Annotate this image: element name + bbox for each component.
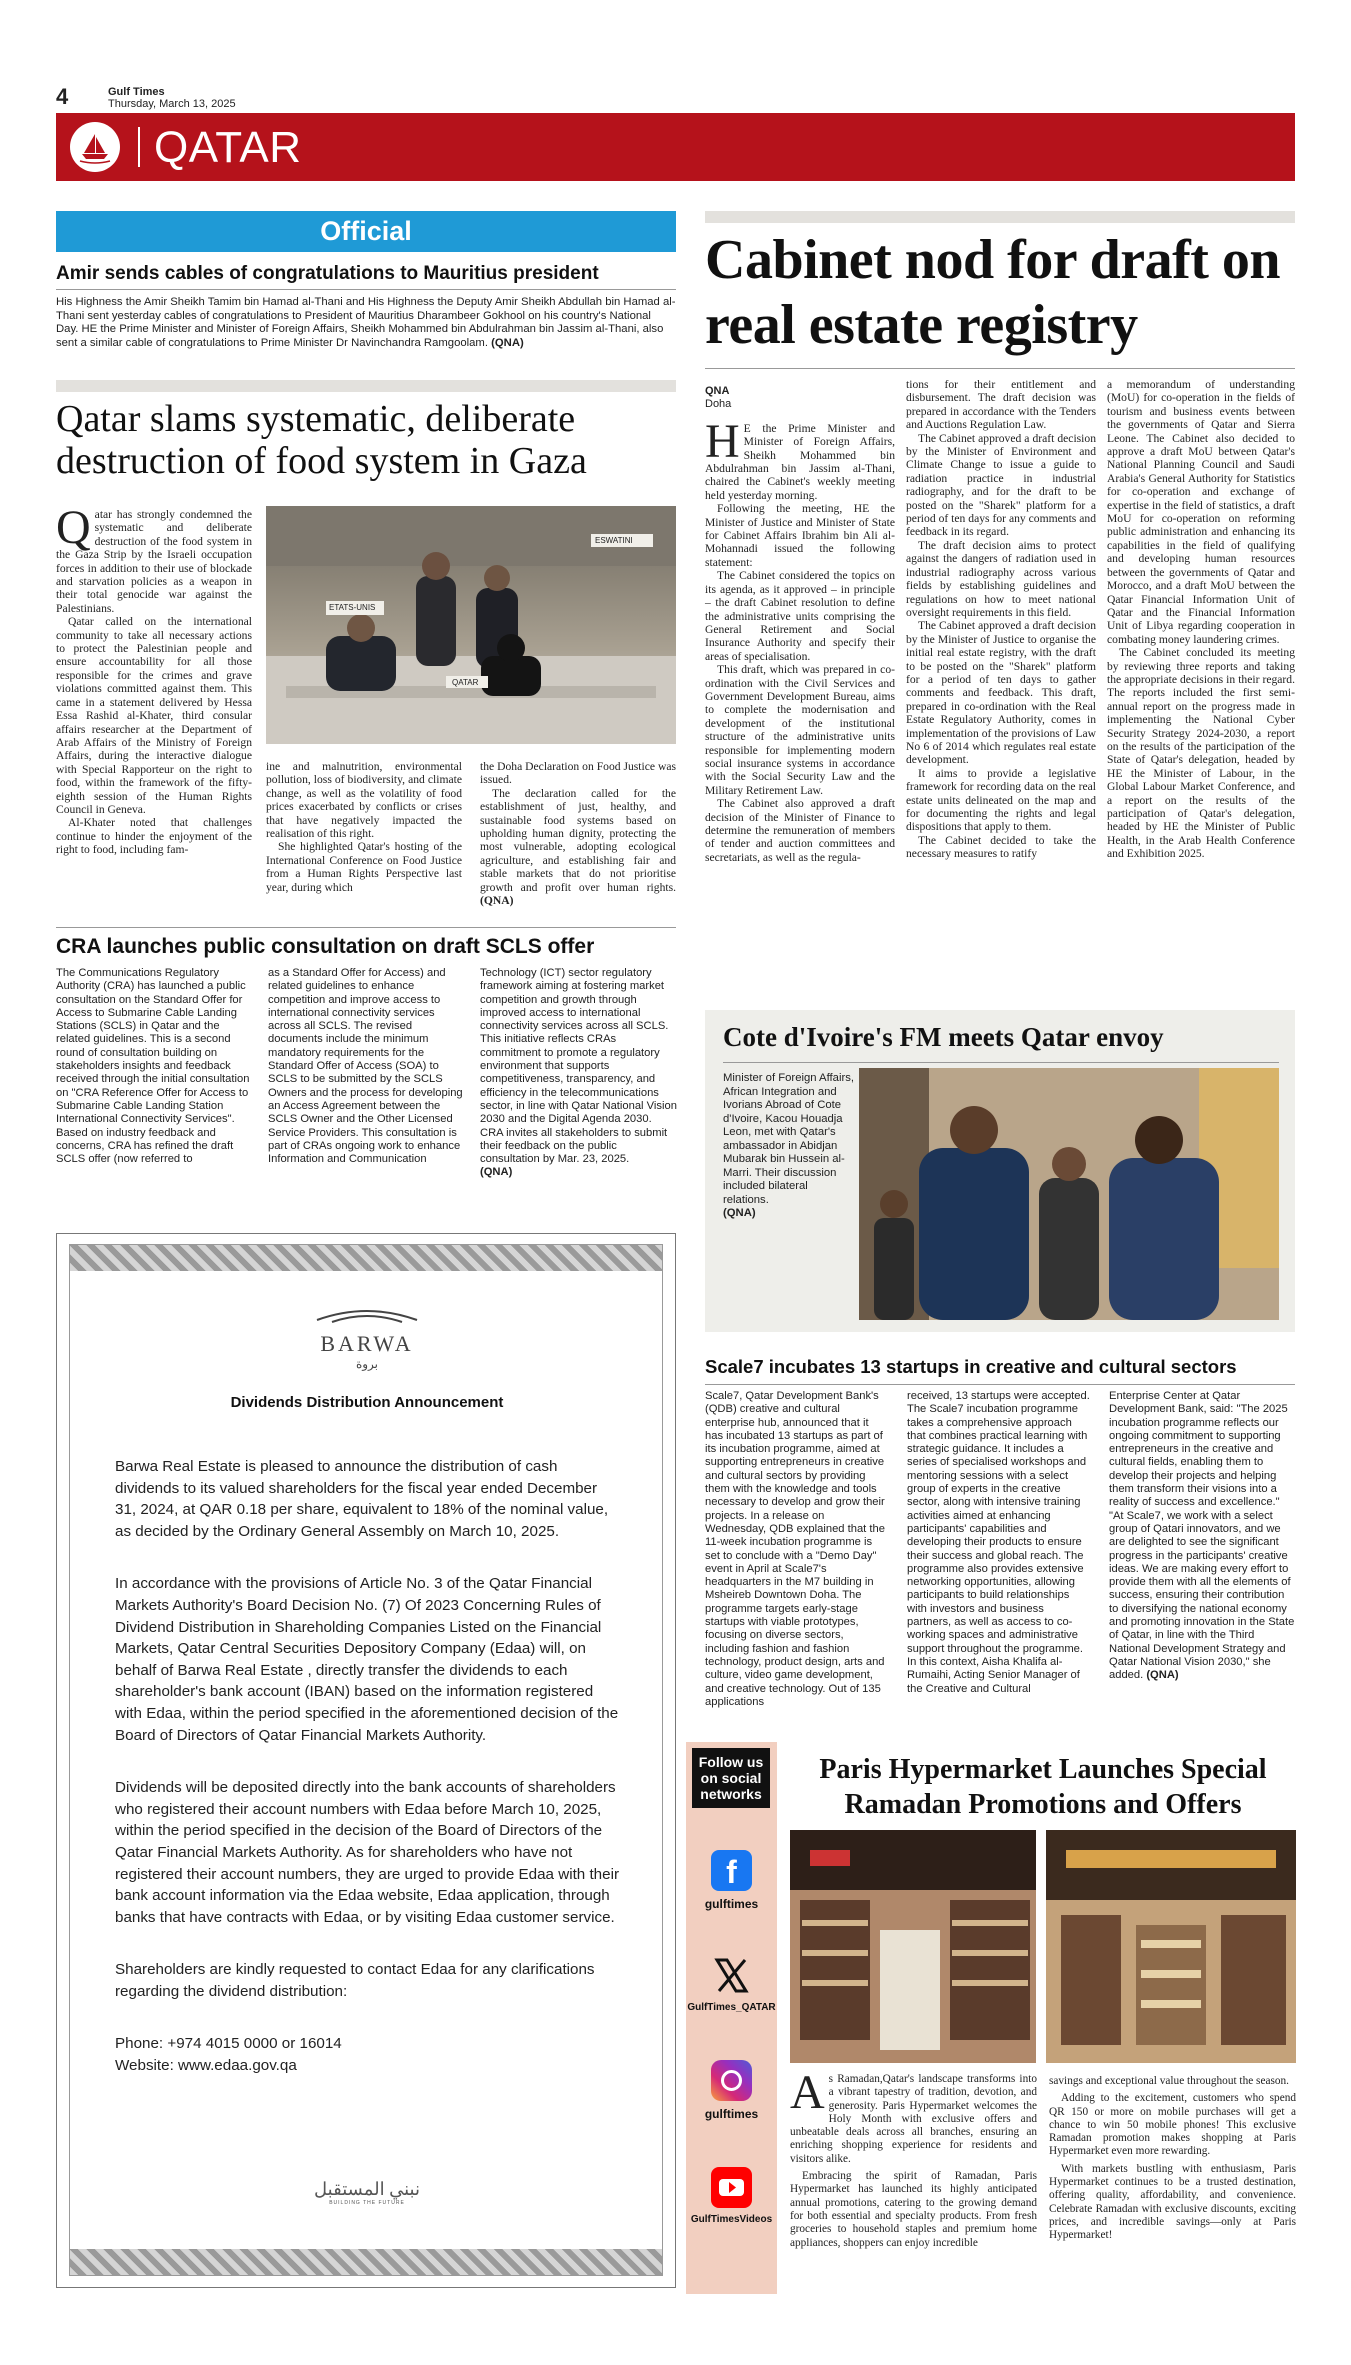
issue-date: Thursday, March 13, 2025 [108, 98, 236, 110]
store-photo-left [790, 1830, 1036, 2063]
geneva-photo [266, 506, 676, 744]
section-title: QATAR [154, 123, 302, 172]
gaza-para: the Doha Declaration on Food Justice was issued. [480, 760, 676, 787]
barwa-logo-arabic: بروة [355, 1357, 379, 1371]
barwa-website: Website: www.edaa.gov.qa [115, 2057, 297, 2075]
footer-english: BUILDING THE FUTURE [329, 2200, 405, 2206]
scale7-col3 [1109, 1390, 1295, 1683]
scale7-rule [705, 1384, 1295, 1385]
cabinet-dateline: Doha [705, 398, 732, 411]
scale7-credit: (QNA) [1146, 1669, 1179, 1682]
barwa-para: Dividends will be deposited directly into the bank accounts of shareholders who registered their account numbers with Edaa before March 10, 2025, within the period specified in the decision of the Board of Directors of the Qatar Financial Markets Authority. As for shareholders who have not registered their account numbers, they are urged to provide Edaa with their bank account information via the Edaa website, Edaa application, through banks that have contracts with Edaa, or by visiting Edaa customer service. [115, 1779, 619, 1926]
gaza-col1 [56, 501, 252, 857]
barwa-para: Shareholders are kindly requested to contact Edaa for any clarifications regarding the dividend distribution: [115, 1961, 595, 2000]
cabinet-col2 [906, 378, 1096, 861]
scale7-headline: Scale7 incubates 13 startups in creative and cultural sectors [705, 1356, 1237, 1377]
pattern-border-top [70, 1245, 662, 1271]
cabinet-para: E the Prime Minister and Minister of Foreign Affairs, Sheikh Mohammed bin Abdulrahman bin Jassim al-Thani, chaired the Cabinet's weekly meeting held yesterday morning. [705, 421, 895, 502]
gaza-para: Al-Khater noted that challenges continue to hinder the enjoyment of the right to food, including fam- [56, 816, 252, 857]
youtube-handle[interactable]: GulfTimesVideos [690, 2214, 773, 2225]
official-body [56, 296, 676, 350]
gaza-para: Qatar called on the international community to take all necessary actions to protect the Palestinian people and ensure accountability for all those responsible for the crimes and grave violations committed against them. This came in a statement delivered by Hessa Essa Rashid al-Khater, third consular affairs researcher at the Department of Arab Affairs of the Ministry of Foreign Affairs, during the interactive dialogue with Special Rapporteur on the right to food, within the framework of the fifty-eighth session of the Human Rights Council in Geneva. [56, 615, 252, 816]
pattern-border-bottom [70, 2249, 662, 2275]
barwa-logo-text: BARWA [320, 1331, 414, 1356]
gaza-headline: Qatar slams systematic, deliberate destruction of food system in Gaza [56, 398, 587, 482]
cabinet-para: The Cabinet approved a draft decision by the Minister of Justice to organise the initial real estate registry, with the draft to be posted on the "Sharek" platform for a period of ten days to gather comments and feedback. This draft, prepared in co-ordination with the Real Estate Regulatory Authority, comes in implementation of the provisions of Law No 6 of 2014 which regulates real estate development. [906, 619, 1096, 767]
gaza-para [480, 787, 676, 908]
cabinet-para: The Cabinet approved a draft decision by the Minister of Environment and Climate Change to issue a guide to radiation practice in industrial radiography, and for the draft to be posted on the "Sharek" platform for a period of ten days for any comments and feedback in its regard. [906, 431, 1096, 539]
paris-dropcap: A [790, 2066, 825, 2119]
cra-col3-text: Technology (ICT) sector regulatory framework aiming at fostering market competition and growth through improved access to international connectivity services across all SCLS. This initiative reflects CRAs commitment to promote a regulatory environment that supports competitiveness, transparency, and efficiency in the telecommunications sector, in line with Qatar National Vision 2030 and the Digital Agenda 2030. CRA invites all stakeholders to submit their feedback on the public consultation by Mar. 23, 2025. [480, 967, 677, 1166]
placard-label: ETATS-UNIS [329, 603, 376, 612]
official-rule [56, 289, 676, 290]
cabinet-para: The draft decision aims to protect against the dangers of radiation used in industrial radiography across various fields by establishing guidelines and regulations on how to meet national oversight requirements in this field. [906, 538, 1096, 619]
x-icon[interactable] [711, 1955, 752, 1996]
barwa-footer-logo [57, 2179, 677, 2206]
paris-para: savings and exceptional value throughout the season. [1049, 2075, 1289, 2087]
instagram-icon[interactable] [711, 2060, 752, 2101]
paris-col1 [790, 2066, 1037, 2250]
scale7-col3-text: Enterprise Center at Qatar Development Bank, said: "The 2025 incubation programme reflects our ongoing commitment to supporting entrepreneurs in the creative and cultural fields, enabling them to develop their projects and helping them transform their visions into a reality of success and excellence." "At Scale7, we work with a select group of Qatari innovators, and we are delighted to see the significant progress in the participants' creative ideas. We are making every effort to provide them with all the elements of success, ensuring their contribution to diversifying the national economy and promoting innovation in the State of Qatar, in line with the Third National Development Strategy and Qatar National Vision 2030," she added. [1109, 1390, 1295, 1682]
x-handle[interactable]: GulfTimes_QATAR [687, 2002, 776, 2013]
cote-box [705, 1010, 1295, 1332]
cabinet-col3 [1107, 378, 1295, 861]
cabinet-para: The Cabinet concluded its meeting by reviewing three reports and taking the appropriate decisions in their regard. The reports included the first semi-annual report on the progress made in implementing the National Cyber Security Strategy 2024-2030, a report on the results of the participation of the State of Qatar's delegation, headed by HE the Minister of Labour, in the Global Labour Market Conference, and a report on the results of the participation of Qatar's delegation, headed by HE the Minister of Public Health, in the Arab Health Conference and Exhibition 2025. [1107, 646, 1295, 861]
cabinet-para: It aims to provide a legislative framework for recording data on the real estate units delineated on the map and for documenting the rights and legal dispositions that apply to them. [906, 766, 1096, 834]
page-number: 4 [56, 84, 69, 109]
cote-headline: Cote d'Ivoire's FM meets Qatar envoy [723, 1022, 1164, 1052]
barwa-para: Barwa Real Estate is pleased to announce the distribution of cash dividends to its valued shareholders for the fiscal year ended December 31, 2024, at QAR 0.18 per share, equivalent to 18% of the nominal value, as decided by the Ordinary General Assembly on March 10, 2025. [115, 1458, 609, 1540]
cabinet-byline: QNA [705, 385, 730, 397]
youtube-icon[interactable] [711, 2167, 752, 2208]
official-banner [56, 211, 676, 252]
cabinet-rule [705, 368, 1295, 369]
instagram-lens [721, 2070, 742, 2091]
cote-rule [723, 1062, 1279, 1063]
placard-label: QATAR [452, 678, 479, 687]
paper-name: Gulf Times [108, 86, 165, 98]
gaza-para: atar has strongly condemned the systematic and deliberate destruction of the food system in the Gaza Strip by the Israeli occupation forces in addition to their use of blockade and starvation policies as a weapon in their total genocide war against the Palestinians. [56, 508, 252, 615]
cra-headline: CRA launches public consultation on draft SCLS offer [56, 935, 595, 958]
store-photo-right [1046, 1830, 1296, 2063]
cra-credit: (QNA) [480, 1166, 513, 1179]
section-bar [56, 113, 1295, 181]
facebook-handle[interactable]: gulftimes [704, 1897, 759, 1911]
cote-photo [859, 1068, 1279, 1320]
paris-col2 [1049, 2075, 1296, 2243]
cabinet-para: The Cabinet considered the topics on its agenda, as it approved – in principle – the draft Cabinet resolution to define the administrative units comprising the General Retirement and Social Insurance Authority and specify their areas of specialisation. [705, 569, 895, 663]
dhow-icon [70, 122, 120, 172]
cabinet-para: The Cabinet also approved a draft decision of the Minister of Finance to determine the remuneration of members of tender and auction committees and secretariats, as well as the regula- [705, 797, 895, 864]
official-credit: (QNA) [491, 336, 524, 349]
gaza-para: She highlighted Qatar's hosting of the International Conference on Food Justice from a Human Rights Perspective last year, during which [266, 840, 462, 894]
paris-para: Adding to the excitement, customers who spend QR 150 or more on mobile purchases will get a chance to win 50 mobile phones! This exclusive Ramadan promotion makes shopping at Paris Hypermarket even more rewarding. [1049, 2092, 1296, 2158]
cabinet-dropcap: H [705, 414, 740, 468]
cote-credit: (QNA) [723, 1207, 756, 1219]
cabinet-para: tions for their entitlement and disbursement. The draft decision was prepared in accordance with the Tenders and Auctions Regulation Law. [906, 378, 1096, 432]
gaza-dropcap: Q [56, 501, 91, 554]
paris-para: With markets bustling with enthusiasm, Paris Hypermarket continues to be a trusted destination, offering quality, affordability, and convenience. Celebrate Ramadan with exclusive discounts, exciting prices, and incredible savings—only at Paris Hypermarket! [1049, 2162, 1296, 2242]
gaza-para-text: The declaration called for the establishment of just, healthy, and sustainable food systems based on upholding human dignity, protecting the most vulnerable, adopting ecological agriculture, and establishing fair and stable markets that do not prioritise growth and profit over human rights. [480, 786, 676, 894]
paris-headline: Paris Hypermarket Launches Special Ramadan Promotions and Offers [819, 1754, 1267, 1820]
gaza-top-band [56, 380, 676, 392]
footer-arabic: نبني المستقبل [314, 2179, 420, 2199]
gaza-col2 [266, 760, 462, 894]
cote-body [723, 1072, 855, 1221]
cabinet-top-band [705, 211, 1295, 223]
barwa-phone: Phone: +974 4015 0000 or 16014 [115, 2035, 342, 2053]
scale7-col1: Scale7, Qatar Development Bank's (QDB) creative and cultural enterprise hub, announced that it has incubated 13 startups as part of its incubation programme, aimed at supporting entrepreneurs in creative and cultural sectors by providing them with the knowledge and tools necessary to develop and grow their projects. In a release on Wednesday, QDB explained that the 11-week incubation programme is set to conclude with a "Demo Day" event in April at Scale7's headquarters in the M7 building in Msheireb Downtown Doha. The programme targets early-stage startups with viable prototypes, focusing on diverse sectors, including fashion and fashion technology, product design, arts and culture, video game development, and creative technology. Out of 135 applications [705, 1390, 885, 1708]
social-sidebar [686, 1742, 777, 2294]
barwa-para: In accordance with the provisions of Article No. 3 of the Qatar Financial Markets Authority's Board Decision No. (7) Of 2023 Concerning Rules of Dividend Distribution in Shareholding Companies Listed on the Financial Markets, Qatar Central Securities Depository Company (Edaa) will, on behalf of Barwa Real Estate , directly transfer the dividends to each shareholder's bank account (IBAN) based on the information registered with Edaa, within the period specified in the aforementioned decision of the Board of Directors of Qatar Financial Markets Authority. [115, 1575, 619, 1744]
barwa-emblem-icon [312, 1304, 422, 1326]
paris-para: Embracing the spirit of Ramadan, Paris Hypermarket has launched its highly anticipated annual promotions, catering to the growing demand for both essential and specialty products. From fresh groceries to household staples and premium home appliances, shoppers can enjoy incredible [790, 2170, 1037, 2249]
cra-col3 [480, 967, 677, 1180]
official-body-text: His Highness the Amir Sheikh Tamim bin Hamad al-Thani and His Highness the Deputy Amir Sheikh Abdullah bin Hamad al-Thani sent yesterday cables of congratulations to President of Mauritius Dharambeer Gokhool on his country's National Day. HE the Prime Minister and Minister of Foreign Affairs, Sheikh Mohammed bin Abdulrahman bin Jassim al-Thani, also sent a similar cable of congratulations to Prime Minister Dr Navinchandra Ramgoolam. [56, 296, 676, 349]
cabinet-para: Following the meeting, HE the Minister of Justice and Minister of State for Cabinet Affairs Ibrahim bin Ali al-Mohannadi issued the following statement: [705, 502, 895, 569]
cabinet-headline: Cabinet nod for draft on real estate registry [705, 229, 1281, 356]
facebook-glyph: f [726, 1854, 737, 1890]
placard-label: ESWATINI [595, 536, 633, 545]
section-divider [138, 127, 140, 167]
cra-col2: as a Standard Offer for Access) and related guidelines to enhance competition and improve access to international connectivity services across all SCLS. The revised documents include the minimum mandatory requirements for the Standard Offer of Access (SOA) to SCLS to be submitted by the SCLS Owners and the process for developing an Access Agreement between the SCLS Owner and the Other Licensed Service Providers. This consultation is part of CRAs ongoing work to enhance Information and Communication [268, 967, 463, 1166]
barwa-title: Dividends Distribution Announcement [230, 1394, 504, 1411]
barwa-ad [56, 1233, 676, 2288]
gaza-para: ine and malnutrition, environmental pollution, loss of biodiversity, and climate change, as well as the volatility of food prices exacerbated by conflicts or crises that have negatively impacted the realisation of this right. [266, 760, 462, 841]
paris-para: s Ramadan,Qatar's landscape transforms into a vibrant tapestry of tradition, devotion, and generosity. Paris Hypermarket welcomes the Holy Month with exclusive offers and unbeatable deals across all branches, ensuring an enriching shopping experience for residents and visitors alike. [790, 2073, 1037, 2165]
cote-body-text: Minister of Foreign Affairs, African Integration and Ivorians Abroad of Cote d'Ivoire, Kacou Houadja Leon, met with Qatar's ambassador in Abidjan Mubarak bin Hussein al-Marri. Their discussion included bilateral relations. [723, 1072, 855, 1206]
cabinet-para: a memorandum of understanding (MoU) for co-operation in the fields of tourism and business events between the governments of Qatar and Sierra Leone. The Cabinet also decided to approve a draft MoU between Qatar's National Planning Council and Saudi Arabia's General Authority for Statistics for co-operation and exchange of expertise in the field of statistics, a draft MoU for co-operation on reforming public administration and enhancing its capabilities in the field of qualifying and developing human resources between the governments of Qatar and Morocco, and a draft MoU between the Qatar Financial Information Unit of Qatar and the Financial Information Unit of Libya regarding cooperation in combating money laundering crimes. [1107, 378, 1295, 646]
cabinet-col1 [705, 385, 895, 864]
barwa-text [115, 1456, 620, 2077]
official-headline: Amir sends cables of congratulations to Mauritius president [56, 263, 599, 284]
cra-col1: The Communications Regulatory Authority (CRA) has launched a public consultation on the Standard Offer for Access to Submarine Cable Landing Stations (SCLS) in Qatar and the related guidelines. This is a second round of consultation building on stakeholders insights and feedback received through the initial consultation on "CRA Reference Offer for Access to Submarine Cable Landing Station International Connectivity Services". Based on industry feedback and concerns, CRA has refined the draft SCLS offer (now referred to [56, 967, 250, 1166]
cabinet-para: This draft, which was prepared in co-ordination with the Civil Services and Government Development Bureau, aims to complete the modernisation and development of the institutional structure of the administrative units responsible for implementing modern social insurance systems in accordance with the Social Security Law and the Military Retirement Law. [705, 663, 895, 797]
instagram-handle[interactable]: gulftimes [704, 2107, 759, 2121]
official-banner-label: Official [320, 216, 412, 246]
social-title: Follow us on social networks [692, 1748, 770, 1808]
gaza-credit: (QNA) [480, 894, 514, 908]
facebook-icon[interactable] [711, 1850, 752, 1891]
cabinet-para: The Cabinet decided to take the necessary measures to ratify [906, 833, 1096, 861]
scale7-col2: received, 13 startups were accepted. The Scale7 incubation programme takes a comprehensive approach that combines practical learning with strategic guidance. It includes a series of specialised workshops and mentoring sessions with a select group of experts in the creative sector, along with intensive training activities aimed at enhancing participants' capabilities and developing their products to ensure their success and global reach. The programme also provides extensive networking opportunities, allowing participants to build relationships with investors and business partners, as well as access to co-working spaces and administrative support throughout the programme. In this context, Aisha Khalifa al-Rumaihi, Acting Senior Manager of the Creative and Cultural [907, 1390, 1090, 1695]
gaza-col3 [480, 760, 676, 907]
barwa-logo [57, 1304, 677, 1371]
cra-rule [56, 927, 676, 928]
